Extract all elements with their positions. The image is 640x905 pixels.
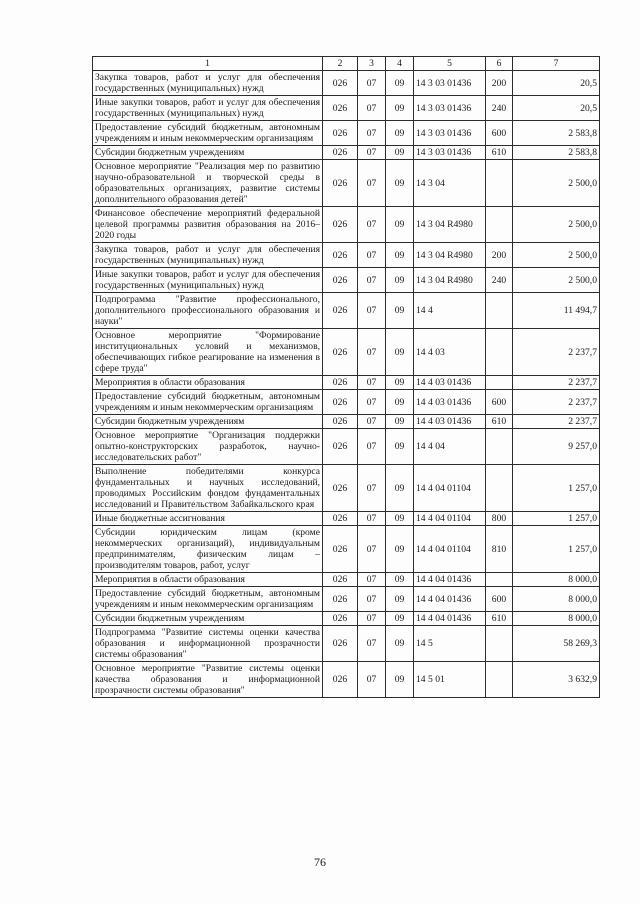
row-expense-type-cell: 600 (486, 587, 513, 612)
row-target-article-cell: 14 4 04 01436 (414, 573, 486, 587)
row-expense-type-cell (486, 160, 513, 207)
row-ministry-code-cell: 026 (323, 465, 358, 512)
row-amount-cell: 2 583,8 (513, 146, 600, 160)
row-subsection-code-cell: 09 (386, 207, 414, 243)
row-expense-type-cell: 600 (486, 390, 513, 415)
row-amount-cell: 9 257,0 (513, 429, 600, 465)
row-subsection-code-cell: 09 (386, 573, 414, 587)
row-section-code-cell: 07 (358, 96, 386, 121)
row-name-cell: Иные закупки товаров, работ и услуг для обеспечения государственных (муниципальных) нужд (93, 96, 323, 121)
row-section-code-cell: 07 (358, 390, 386, 415)
row-subsection-code-cell: 09 (386, 243, 414, 268)
row-section-code-cell: 07 (358, 662, 386, 698)
row-expense-type-cell: 200 (486, 243, 513, 268)
table-row (93, 293, 600, 329)
row-target-article-cell: 14 3 03 01436 (414, 96, 486, 121)
row-section-code-cell: 07 (358, 160, 386, 207)
row-expense-type-cell (486, 573, 513, 587)
row-subsection-code-cell: 09 (386, 612, 414, 626)
row-name-cell: Субсидии юридическим лицам (кроме некоммерческих организаций), индивидуальным предпринимателям, физическим лицам – производителям товаров, работ, услуг (93, 526, 323, 573)
row-section-code-cell: 07 (358, 268, 386, 293)
row-subsection-code-cell: 09 (386, 415, 414, 429)
row-section-code-cell: 07 (358, 626, 386, 662)
row-expense-type-cell (486, 293, 513, 329)
header-cell-6: 6 (486, 57, 513, 71)
row-target-article-cell: 14 4 04 01104 (414, 526, 486, 573)
row-expense-type-cell: 200 (486, 71, 513, 96)
row-section-code-cell: 07 (358, 512, 386, 526)
table-row (93, 160, 600, 207)
row-target-article-cell: 14 3 04 R4980 (414, 268, 486, 293)
row-amount-cell: 2 500,0 (513, 207, 600, 243)
row-target-article-cell: 14 3 04 R4980 (414, 207, 486, 243)
row-expense-type-cell: 810 (486, 526, 513, 573)
row-ministry-code-cell: 026 (323, 626, 358, 662)
row-subsection-code-cell: 09 (386, 146, 414, 160)
row-name-cell: Иные закупки товаров, работ и услуг для обеспечения государственных (муниципальных) нужд (93, 268, 323, 293)
row-name-cell: Основное мероприятие "Развитие системы оценки качества образования и информационной прозрачности системы образования" (93, 662, 323, 698)
row-ministry-code-cell: 026 (323, 573, 358, 587)
row-target-article-cell: 14 4 04 (414, 429, 486, 465)
row-section-code-cell: 07 (358, 573, 386, 587)
table-row (93, 243, 600, 268)
row-subsection-code-cell: 09 (386, 268, 414, 293)
row-ministry-code-cell: 026 (323, 612, 358, 626)
budget-table (92, 56, 600, 698)
row-expense-type-cell: 240 (486, 96, 513, 121)
row-name-cell: Выполнение победителями конкурса фундаментальных и научных исследований, проводимых Российским фондом фундаментальных исследований и Правительством Забайкальского края (93, 465, 323, 512)
row-amount-cell: 2 583,8 (513, 121, 600, 146)
row-ministry-code-cell: 026 (323, 415, 358, 429)
table-row (93, 329, 600, 376)
row-target-article-cell: 14 4 04 01104 (414, 465, 486, 512)
row-expense-type-cell (486, 626, 513, 662)
row-amount-cell: 2 237,7 (513, 329, 600, 376)
row-expense-type-cell: 240 (486, 268, 513, 293)
page-number: 76 (314, 855, 326, 869)
row-ministry-code-cell: 026 (323, 160, 358, 207)
table-row (93, 415, 600, 429)
row-ministry-code-cell: 026 (323, 243, 358, 268)
header-cell-7: 7 (513, 57, 600, 71)
row-ministry-code-cell: 026 (323, 268, 358, 293)
table-row (93, 268, 600, 293)
row-name-cell: Субсидии бюджетным учреждениям (93, 612, 323, 626)
row-name-cell: Мероприятия в области образования (93, 573, 323, 587)
row-expense-type-cell (486, 376, 513, 390)
table-row (93, 96, 600, 121)
row-expense-type-cell (486, 207, 513, 243)
row-ministry-code-cell: 026 (323, 587, 358, 612)
row-expense-type-cell (486, 429, 513, 465)
row-name-cell: Основное мероприятие "Реализация мер по развитию научно-образовательной и творческой среды в образовательных организациях, развитие системы дополнительного образования детей" (93, 160, 323, 207)
row-name-cell: Финансовое обеспечение мероприятий федеральной целевой программы развития образования на 2016–2020 годы (93, 207, 323, 243)
row-amount-cell: 58 269,3 (513, 626, 600, 662)
row-ministry-code-cell: 026 (323, 96, 358, 121)
header-cell-5: 5 (414, 57, 486, 71)
row-subsection-code-cell: 09 (386, 526, 414, 573)
row-name-cell: Субсидии бюджетным учреждениям (93, 415, 323, 429)
row-target-article-cell: 14 3 03 01436 (414, 121, 486, 146)
row-name-cell: Предоставление субсидий бюджетным, автономным учреждениям и иным некоммерческим организациям (93, 587, 323, 612)
table-row (93, 71, 600, 96)
row-expense-type-cell: 600 (486, 121, 513, 146)
row-name-cell: Подпрограмма "Развитие системы оценки качества образования и информационной прозрачности системы образования" (93, 626, 323, 662)
row-amount-cell: 2 237,7 (513, 376, 600, 390)
row-target-article-cell: 14 5 01 (414, 662, 486, 698)
row-section-code-cell: 07 (358, 587, 386, 612)
row-section-code-cell: 07 (358, 71, 386, 96)
header-cell-2: 2 (323, 57, 358, 71)
row-amount-cell: 1 257,0 (513, 465, 600, 512)
row-subsection-code-cell: 09 (386, 121, 414, 146)
row-target-article-cell: 14 4 (414, 293, 486, 329)
table-row (93, 429, 600, 465)
row-ministry-code-cell: 026 (323, 71, 358, 96)
table-row (93, 390, 600, 415)
row-amount-cell: 3 632,9 (513, 662, 600, 698)
row-name-cell: Предоставление субсидий бюджетным, автономным учреждениям и иным некоммерческим организациям (93, 121, 323, 146)
row-section-code-cell: 07 (358, 429, 386, 465)
table-row (93, 526, 600, 573)
row-target-article-cell: 14 3 04 R4980 (414, 243, 486, 268)
row-target-article-cell: 14 4 04 01104 (414, 512, 486, 526)
row-amount-cell: 1 257,0 (513, 512, 600, 526)
table-row (93, 121, 600, 146)
row-name-cell: Основное мероприятие "Формирование институциональных условий и механизмов, обеспечивающих гибкое реагирование на изменения в сфере труда" (93, 329, 323, 376)
row-subsection-code-cell: 09 (386, 376, 414, 390)
row-target-article-cell: 14 4 03 01436 (414, 376, 486, 390)
row-section-code-cell: 07 (358, 612, 386, 626)
row-name-cell: Основное мероприятие "Организация поддержки опытно-конструкторских разработок, научно-исследовательских работ" (93, 429, 323, 465)
row-section-code-cell: 07 (358, 146, 386, 160)
header-cell-4: 4 (386, 57, 414, 71)
table-row (93, 512, 600, 526)
row-expense-type-cell (486, 329, 513, 376)
row-subsection-code-cell: 09 (386, 160, 414, 207)
row-expense-type-cell (486, 465, 513, 512)
row-section-code-cell: 07 (358, 376, 386, 390)
row-subsection-code-cell: 09 (386, 390, 414, 415)
row-amount-cell: 20,5 (513, 96, 600, 121)
row-expense-type-cell: 610 (486, 146, 513, 160)
row-section-code-cell: 07 (358, 121, 386, 146)
row-ministry-code-cell: 026 (323, 121, 358, 146)
row-amount-cell: 2 237,7 (513, 390, 600, 415)
row-name-cell: Подпрограмма "Развитие профессионального, дополнительного профессионального образования и науки" (93, 293, 323, 329)
row-amount-cell: 8 000,0 (513, 573, 600, 587)
row-subsection-code-cell: 09 (386, 587, 414, 612)
row-subsection-code-cell: 09 (386, 465, 414, 512)
header-cell-3: 3 (358, 57, 386, 71)
table-row (93, 626, 600, 662)
row-subsection-code-cell: 09 (386, 429, 414, 465)
row-ministry-code-cell: 026 (323, 429, 358, 465)
row-section-code-cell: 07 (358, 415, 386, 429)
row-subsection-code-cell: 09 (386, 329, 414, 376)
header-cell-1: 1 (93, 57, 323, 71)
row-amount-cell: 1 257,0 (513, 526, 600, 573)
row-ministry-code-cell: 026 (323, 390, 358, 415)
row-section-code-cell: 07 (358, 329, 386, 376)
row-target-article-cell: 14 4 03 01436 (414, 415, 486, 429)
row-target-article-cell: 14 5 (414, 626, 486, 662)
row-expense-type-cell: 610 (486, 415, 513, 429)
row-target-article-cell: 14 4 03 (414, 329, 486, 376)
table-row (93, 207, 600, 243)
row-amount-cell: 20,5 (513, 71, 600, 96)
row-ministry-code-cell: 026 (323, 207, 358, 243)
row-amount-cell: 2 237,7 (513, 415, 600, 429)
row-name-cell: Предоставление субсидий бюджетным, автономным учреждениям и иным некоммерческим организациям (93, 390, 323, 415)
row-target-article-cell: 14 3 03 01436 (414, 71, 486, 96)
row-subsection-code-cell: 09 (386, 71, 414, 96)
row-ministry-code-cell: 026 (323, 512, 358, 526)
row-ministry-code-cell: 026 (323, 293, 358, 329)
row-ministry-code-cell: 026 (323, 662, 358, 698)
table-row (93, 146, 600, 160)
row-ministry-code-cell: 026 (323, 526, 358, 573)
row-subsection-code-cell: 09 (386, 293, 414, 329)
row-amount-cell: 8 000,0 (513, 587, 600, 612)
row-expense-type-cell: 800 (486, 512, 513, 526)
row-ministry-code-cell: 026 (323, 146, 358, 160)
row-target-article-cell: 14 4 04 01436 (414, 612, 486, 626)
row-subsection-code-cell: 09 (386, 662, 414, 698)
row-target-article-cell: 14 4 04 01436 (414, 587, 486, 612)
table-row (93, 573, 600, 587)
row-name-cell: Мероприятия в области образования (93, 376, 323, 390)
row-amount-cell: 8 000,0 (513, 612, 600, 626)
row-amount-cell: 2 500,0 (513, 160, 600, 207)
row-amount-cell: 2 500,0 (513, 243, 600, 268)
row-subsection-code-cell: 09 (386, 96, 414, 121)
row-target-article-cell: 14 4 03 01436 (414, 390, 486, 415)
row-target-article-cell: 14 3 04 (414, 160, 486, 207)
table-row (93, 662, 600, 698)
row-amount-cell: 11 494,7 (513, 293, 600, 329)
row-subsection-code-cell: 09 (386, 626, 414, 662)
row-expense-type-cell (486, 662, 513, 698)
table-header-row (93, 57, 600, 71)
row-name-cell: Закупка товаров, работ и услуг для обеспечения государственных (муниципальных) нужд (93, 71, 323, 96)
table-row (93, 612, 600, 626)
row-section-code-cell: 07 (358, 207, 386, 243)
row-section-code-cell: 07 (358, 465, 386, 512)
row-target-article-cell: 14 3 03 01436 (414, 146, 486, 160)
table-row (93, 587, 600, 612)
row-amount-cell: 2 500,0 (513, 268, 600, 293)
table-row (93, 465, 600, 512)
row-name-cell: Иные бюджетные ассигнования (93, 512, 323, 526)
row-ministry-code-cell: 026 (323, 376, 358, 390)
row-section-code-cell: 07 (358, 293, 386, 329)
row-ministry-code-cell: 026 (323, 329, 358, 376)
row-expense-type-cell: 610 (486, 612, 513, 626)
row-name-cell: Субсидии бюджетным учреждениям (93, 146, 323, 160)
row-name-cell: Закупка товаров, работ и услуг для обеспечения государственных (муниципальных) нужд (93, 243, 323, 268)
row-section-code-cell: 07 (358, 526, 386, 573)
table-row (93, 376, 600, 390)
row-section-code-cell: 07 (358, 243, 386, 268)
row-subsection-code-cell: 09 (386, 512, 414, 526)
